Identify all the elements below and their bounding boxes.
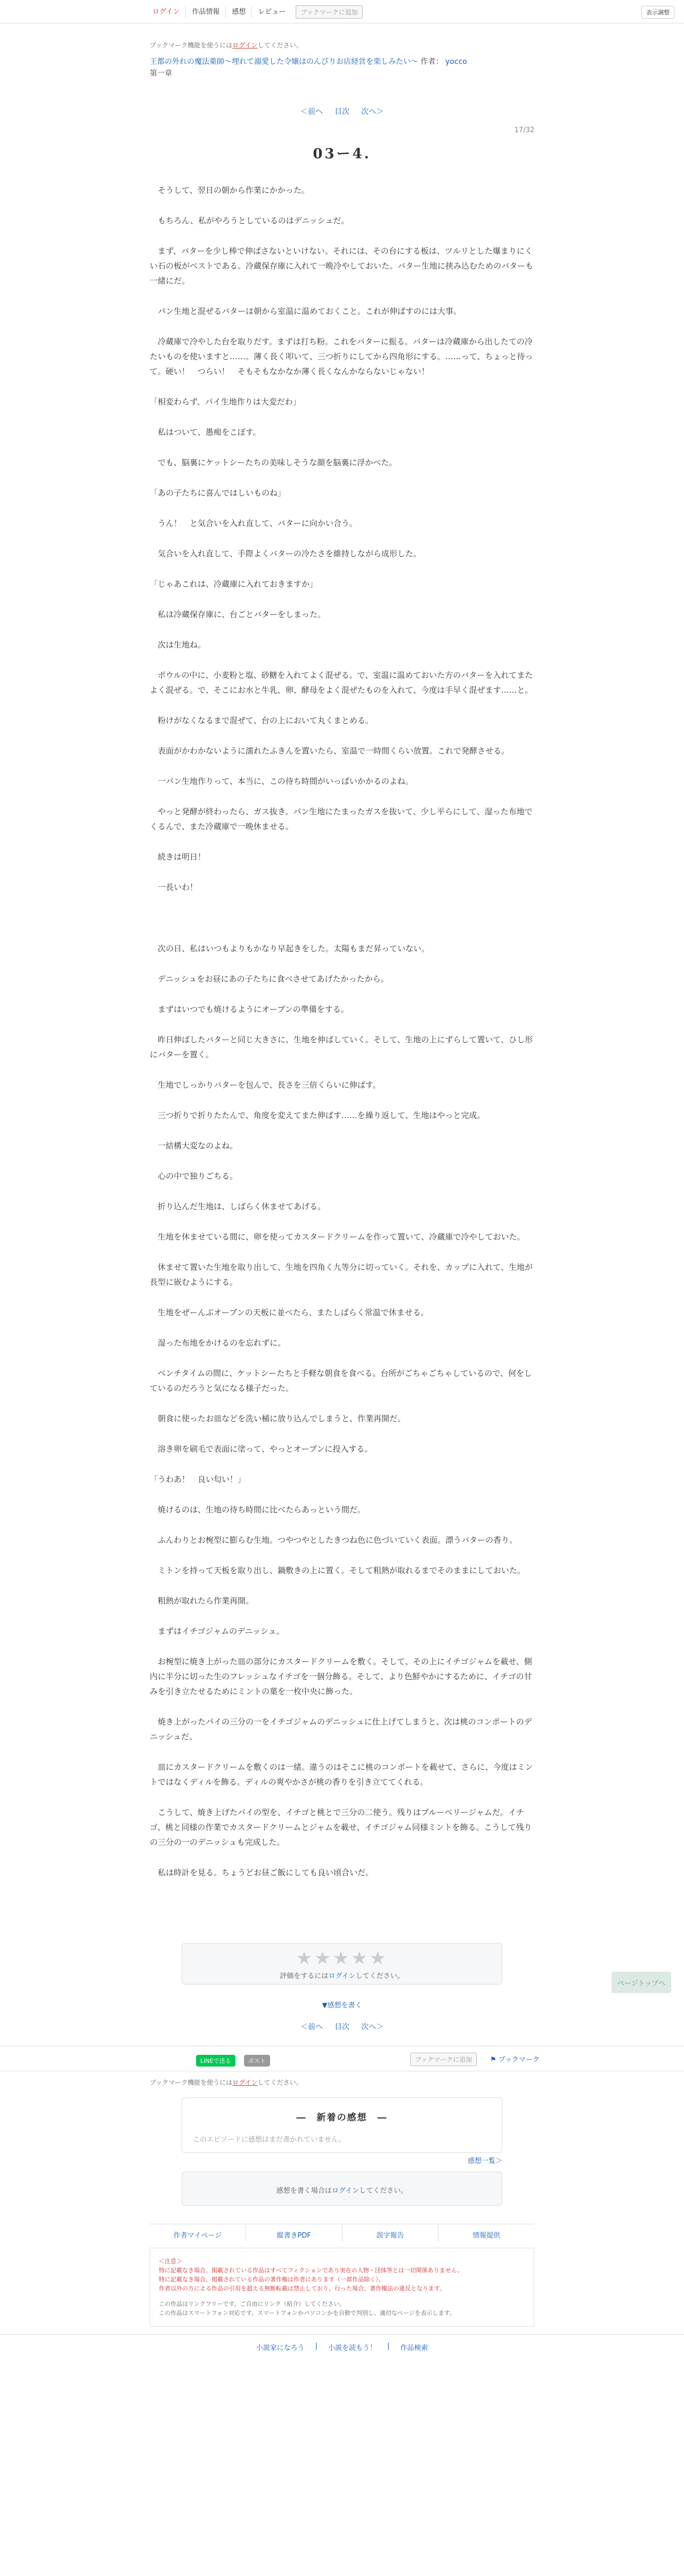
bookmark-link[interactable]: ⚑ ブックマーク <box>490 2056 540 2064</box>
body-paragraph: パン生地と混ぜるバターは朝から室温に温めておくこと。これが伸ばすのには大事。 <box>150 306 462 316</box>
footer-links <box>150 2224 534 2241</box>
body-paragraph: でも、脳裏にケットシーたちの美味しそうな顔を脳裏に浮かべた。 <box>150 458 397 467</box>
body-paragraph: ふんわりとお椀型に膨らむ生地。つやつやとしたきつね色に色づいていく表面。漂うバターの香り。 <box>150 1535 518 1545</box>
notice-text-end: してください。 <box>257 42 303 49</box>
body-paragraph: 私は冷蔵保存庫に、台ごとバターをしまった。 <box>150 610 326 619</box>
novel-title-link[interactable]: 王都の外れの魔法薬師〜埋れて溺愛した令嬢はのんびりお店経営を楽しみたい〜 <box>150 58 418 66</box>
body-paragraph: 続きは明日！ <box>150 852 206 862</box>
body-paragraph: ミトンを持って天板を取り出し、鍋敷きの上に置く。そして粗熱が取れるまでそのままにしておいた。 <box>150 1566 525 1575</box>
chapter-label: 第一章 <box>150 69 172 78</box>
blank-line <box>150 910 534 941</box>
body-paragraph: 生地を休ませている間に、卵を使ってカスタードクリームを作って置いて、冷蔵庫で冷やしておいた。 <box>150 1232 525 1242</box>
nav-reviews[interactable]: レビュー <box>258 7 286 16</box>
body-paragraph: 折り込んだ生地は、しばらく休ませてあげる。 <box>150 1202 326 1211</box>
body-paragraph: 生地をぜーんぶオーブンの天板に並べたら、またしばらく常温で休ませる。 <box>150 1308 429 1317</box>
disclaimer-info-line: この作品はリンクフリーです。ご自由にリンク（紹介）してください。 <box>159 2300 346 2307</box>
rating-login-link[interactable]: ログイン <box>328 1972 356 1980</box>
body-paragraph: 粗熱が取れたら作業再開。 <box>150 1596 254 1606</box>
author-link[interactable]: yocco <box>445 58 467 66</box>
disclaimer-line: 特に記載なき場合、掲載されている作品の著作権は作者にあります（一部作品除く）。 <box>159 2276 385 2283</box>
body-paragraph: 焼けるのは、生地の待ち時間に比べたらあっという間だ。 <box>150 1505 365 1514</box>
rating-box <box>182 1943 502 1984</box>
no-impressions-text: このエピソードに感想はまだ書かれていません。 <box>193 2136 346 2144</box>
x-post-button[interactable]: ポスト <box>244 2055 270 2067</box>
comment-text: 感想を書く場合は <box>276 2187 332 2195</box>
body-paragraph: そうして、翌日の朝から作業にかかった。 <box>150 185 310 195</box>
star-icon[interactable]: ★ <box>351 1948 370 1969</box>
bottom-bar <box>0 2334 684 2359</box>
novel-body <box>150 183 534 1880</box>
comment-text-end: してください。 <box>359 2187 408 2195</box>
login-link[interactable]: ログイン <box>146 6 186 18</box>
rating-label <box>182 1970 502 1980</box>
next-link[interactable]: 次へ＞ <box>361 108 384 116</box>
body-paragraph: 一長いわ！ <box>150 882 198 892</box>
body-paragraph: 焼き上がったパイの三分の一をイチゴジャムのデニッシュに仕上げてしまうと、次は桃のコンポートのデニッシュだ。 <box>150 1717 532 1741</box>
body-paragraph: 生地でしっかりバターを包んで、長さを三倍くらいに伸ばす。 <box>150 1080 381 1090</box>
body-paragraph: 皿にカスタードクリームを敷くのは一緒。違うのはそこに桃のコンポートを載せて、さらに、今度はミントではなくディルを飾る。ディルの爽やかさが桃の香りを引き立ててくれる。 <box>150 1762 533 1787</box>
star-icon[interactable]: ★ <box>296 1948 315 1969</box>
body-paragraph: ベンチタイムの間に、ケットシーたちと手軽な朝食を食べる。台所がごちゃごちゃしているので、何をしているのだろうと気になる様子だった。 <box>150 1368 532 1393</box>
toc-link[interactable]: 目次 <box>335 108 349 116</box>
body-paragraph: ボウルの中に、小麦粉と塩、砂糖を入れてよく混ぜる。で、室温に温めておいた方のバターを入れてまたよく混ぜる。で、そこにお水と牛乳、卵、酵母をよく混ぜたものを入れて、今度は手早く混ぜます……と。 <box>150 670 533 695</box>
typo-report-link[interactable]: 誤字報告 <box>343 2224 439 2241</box>
body-paragraph: 私は時計を見る。ちょうどお昼ご飯にしても良い頃合いだ。 <box>150 1868 374 1877</box>
body-paragraph: 粉けがなくなるまで混ぜて、台の上において丸くまとめる。 <box>150 716 373 725</box>
body-paragraph: 次は生地ね。 <box>150 640 206 650</box>
rating-text: 評価をするには <box>280 1972 329 1980</box>
notice-login-link[interactable]: ログイン <box>232 42 258 49</box>
body-paragraph: お椀型に焼き上がった皿の部分にカスタードクリームを敷く。そして、その上にイチゴジャムを載せ、側内に半分に切った生のフレッシュなイチゴを一個分飾る。そして、より色鮮やかにするために、イチゴの甘みを引き立たせるためにミントの葉を一枚中央に飾った。 <box>150 1657 532 1696</box>
main-content <box>150 40 534 1880</box>
body-paragraph: 「じゃあこれは、冷蔵庫に入れておきますか」 <box>150 579 318 589</box>
page-top-button[interactable]: ページトップへ <box>612 1972 671 1993</box>
yomou-link[interactable]: 小説を読もう！ <box>328 2344 377 2352</box>
divider: | <box>387 2342 390 2350</box>
pager-top <box>150 106 534 117</box>
body-paragraph: 表面がかわかないように濡れたふきんを置いたら、室温で一時間くらい放置。これで発酵させる。 <box>150 746 510 756</box>
body-paragraph: まず、バターを少し棒で伸ばさないといけない。それには、その台にする板は、ツルリとした爆まりにくい石の板がベストである。冷蔵保存庫に入れて一晩冷やしておいた。バター生地に挟み込むためのバターも一緒にだ。 <box>150 246 534 286</box>
next-link-bottom[interactable]: 次へ＞ <box>361 2023 384 2031</box>
body-paragraph: 一パン生地作りって、本当に、この待ち時間がいっぱいかかるのよね。 <box>150 776 413 786</box>
comment-login-box <box>182 2172 502 2206</box>
body-paragraph: 朝食に使ったお皿などを洗い桶に放り込んでしまうと、作業再開だ。 <box>150 1414 406 1423</box>
disclaimer-info-line: この作品はスマートフォン対応です。スマートフォンかパソコンかを自動で判別し、適切なページを表示します。 <box>159 2310 455 2316</box>
rating-text-end: してください。 <box>355 1972 404 1980</box>
author-mypage-link[interactable]: 作者マイページ <box>150 2224 246 2241</box>
vertical-pdf-link[interactable]: 縦書きPDF <box>246 2224 343 2241</box>
line-share-button[interactable]: LINEで送る <box>196 2055 235 2067</box>
nav-novel-info[interactable]: 作品情報 <box>186 6 226 18</box>
bookmark-add-button[interactable]: ブックマークに追加 <box>296 5 362 19</box>
body-paragraph: 休ませて置いた生地を取り出して、生地を四角く九等分に切っていく。それを、カップに入れて、生地が長型に嵌むようにする。 <box>150 1262 533 1287</box>
body-paragraph: 一結構大変なのよね。 <box>150 1141 238 1151</box>
episode-subtitle: 03ー4. <box>313 146 371 162</box>
bookmark-label: ブックマーク <box>498 2056 540 2064</box>
body-paragraph: 私はついて、愚痴をこぼす。 <box>150 427 261 437</box>
rating-stars[interactable] <box>182 1949 502 1968</box>
star-icon[interactable]: ★ <box>332 1948 352 1969</box>
divider: | <box>315 2342 317 2350</box>
bookmark-add-button-bottom[interactable]: ブックマークに追加 <box>410 2053 477 2066</box>
top-nav <box>146 5 363 19</box>
body-paragraph: 「相変わらず、パイ生地作りは大変だわ」 <box>150 397 301 407</box>
body-paragraph: 心の中で独りごちる。 <box>150 1171 238 1181</box>
comment-login-link[interactable]: ログイン <box>331 2187 360 2195</box>
narou-link[interactable]: 小説家になろう <box>256 2344 305 2352</box>
author-label: 作者： <box>420 58 443 66</box>
notice-login-link-bottom[interactable]: ログイン <box>232 2079 258 2086</box>
body-paragraph: 「うわあ！ 良い匂い！」 <box>150 1475 246 1484</box>
share-bar <box>0 2046 684 2071</box>
body-paragraph: 湿った布地をかけるのを忘れずに。 <box>150 1338 286 1348</box>
write-impression-link[interactable]: ▼感想を書く <box>322 2002 362 2010</box>
disclaimer-info <box>159 2299 525 2318</box>
body-paragraph: まずはイチゴジャムのデニッシュ。 <box>150 1626 284 1636</box>
body-paragraph: こうして、焼き上げたパイの型を、イチゴと桃とで三分の二使う。残りはブルーベリージャムだ。イチゴ、桃と同様の作業でカスタードクリームとジャムを載せ、イチゴジャム同様ミントを飾る。こうして残りの三分の一のデニッシュも完成した。 <box>150 1808 532 1847</box>
latest-impressions-box <box>182 2097 502 2153</box>
body-paragraph: 昨日伸ばしたバターと同じ大きさに、生地を伸ばしていく。そして、生地の上にずらして置いて、ひし形にバターを置く。 <box>150 1035 533 1059</box>
bookmark-notice-bottom <box>150 2078 534 2087</box>
body-paragraph: 気合いを入れ直して、手際よくバターの冷たさを維持しながら成形した。 <box>150 549 421 558</box>
body-paragraph: まずはいつでも焼けるようにオーブンの準備をする。 <box>150 1005 349 1014</box>
body-paragraph: うん！ と気合いを入れ直して、バターに向かい合う。 <box>150 519 357 528</box>
notice-text-end-bottom: してください。 <box>257 2079 303 2086</box>
star-icon[interactable]: ★ <box>314 1948 333 1969</box>
prev-link[interactable]: ＜前へ <box>300 108 323 116</box>
disclaimer-line: 特に記載なき場合、掲載されている作品はすべてフィクションであり実在の人物・団体等とは一切関係ありません。 <box>159 2267 463 2274</box>
body-paragraph: デニッシュをお昼にあの子たちに食べさせてあげたかったから。 <box>150 974 389 984</box>
pager-bottom <box>0 2021 684 2032</box>
novel-header <box>150 56 534 79</box>
body-paragraph: 次の日、私はいつもよりもかなり早起きをした。太陽もまだ昇っていない。 <box>150 944 430 953</box>
search-link[interactable]: 作品検索 <box>400 2344 428 2352</box>
disclaimer-line: 作者以外の方による作品の引用を超える無断転載は禁止しており、行った場合、著作権法の違反となります。 <box>159 2285 446 2292</box>
body-paragraph: 溶き卵を刷毛で表面に塗って、やっとオーブンに投入する。 <box>150 1444 373 1454</box>
info-provide-link[interactable]: 情報提供 <box>473 2232 501 2240</box>
notice-text-bottom: ブックマーク機能を使うには <box>150 2079 233 2086</box>
body-paragraph: 三つ折りで折りたたんで、角度を変えてまた伸ばす……を繰り返して、生地はやっと完成。 <box>150 1111 485 1120</box>
page-number: 17/32 <box>514 126 534 134</box>
top-bar <box>0 0 684 23</box>
display-settings-button[interactable]: 表示調整 <box>641 6 674 19</box>
toc-link-bottom[interactable]: 目次 <box>335 2023 349 2031</box>
body-paragraph: 「あの子たちに喜んではしいものね」 <box>150 488 286 498</box>
body-paragraph: もちろん、私がやろうとしているのはデニッシュだ。 <box>150 216 349 225</box>
prev-link-bottom[interactable]: ＜前へ <box>300 2023 323 2031</box>
disclaimer-box <box>150 2248 534 2327</box>
body-paragraph: やっと発酵が終わったら、ガス抜き。パン生地にたまったガスを抜いて、少し平らにして、湿った布地でくるんで、また冷蔵庫で一晩休ませる。 <box>150 807 533 831</box>
nav-impressions[interactable]: 感想 <box>226 6 252 18</box>
impressions-list-link[interactable]: 感想一覧＞ <box>467 2157 502 2165</box>
notice-text: ブックマーク機能を使うには <box>150 42 233 49</box>
star-icon[interactable]: ★ <box>369 1948 388 1969</box>
body-paragraph: 冷蔵庫で冷やした台を取りだす。まずは打ち粉。これをバターに振る。バターは冷蔵庫から出したての冷たいものを使いますと……。薄く長く叩いて、三つ折りにしてから四角形にする。……って、ちょっと待って。硬い！ つらい！ そもそもなかなか薄く長くなんかならないじゃない！ <box>150 337 533 376</box>
disclaimer-heading: ＜注意＞ <box>159 2258 182 2265</box>
latest-impressions-title: ― 新着の感想 ― <box>296 2112 388 2123</box>
bookmark-notice <box>150 40 534 50</box>
